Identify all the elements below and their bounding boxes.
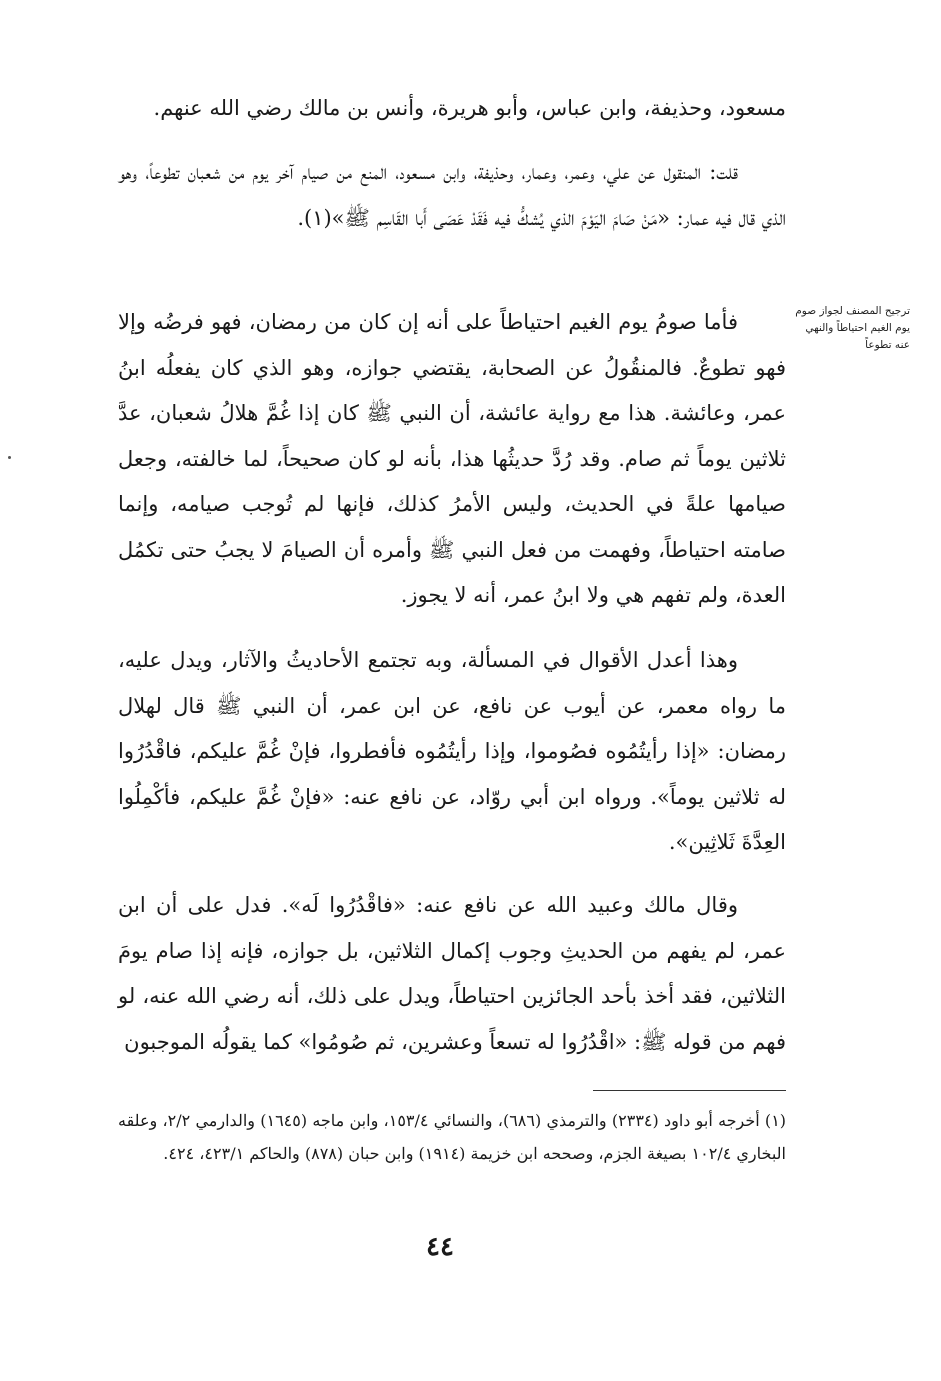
paragraph-text: قلت: المنقول عن علي، وعمر، وعمار، وحذيفة، وابن مسعود، المنع من صيام آخر يوم من شعبان تطوعاً، وهو الذي قال فيه عمار: «مَنْ صَامَ اليَوْمَ الذي يُشكُّ فيه فَقَدْ عَصَى أَبا القَاسِم ﷺ»(١). <box>118 160 786 230</box>
paragraph-text: مسعود، وحذيفة، وابن عباس، وأبو هريرة، وأنس بن مالك رضي الله عنهم. <box>153 96 786 120</box>
body-paragraph-5 <box>118 883 786 1065</box>
paragraph-text: وقال مالك وعبيد الله عن نافع عنه: «فاقْدُرُوا لَه». فدل على أن ابن عمر، لم يفهم من الحديثِ وجوب إكمال الثلاثين، بل جوازه، فإنه إذا صام يومَ الثلاثين، فقد أخذ بأحد الجائزين احتياطاً، ويدل على ذلك، أنه رضي الله عنه، لو فهم من قوله ﷺ: «اقْدُرُوا له تسعاً وعشرين، ثم صُومُوا» كما يقولُه الموجبون <box>118 893 786 1054</box>
page-number: ٤٤ <box>426 1232 454 1262</box>
scan-speck <box>8 456 11 459</box>
paragraph-text: وهذا أعدل الأقوال في المسألة، وبه تجتمع الأحاديثُ والآثار، ويدل عليه، ما رواه معمر، عن أيوب عن نافع، عن ابن عمر، أن النبي ﷺ قال لهلال رمضان: «إذا رأيتُمُوه فصُوموا، وإذا رأيتُمُوه فأفطروا، فإنْ غُمَّ عليكم، فاقْدُرُوا له ثلاثين يوماً». ورواه ابن أبي روّاد، عن نافع عنه: «فإنْ غُمَّ عليكم، فأكْمِلُوا العِدَّةَ ثَلاثِين». <box>118 648 786 854</box>
footnote: (١) أخرجه أبو داود (٢٣٣٤) والترمذي (٦٨٦)، والنسائي ١٥٣/٤، وابن ماجه (١٦٤٥) والدارمي ٢/٢، وعلقه البخاري ١٠٢/٤ بصيغة الجزم، وصححه ابن خزيمة (١٩١٤) وابن حبان (٨٧٨) والحاكم ٤٢٣/١، ٤٢٤. <box>118 1111 787 1163</box>
body-paragraph-4 <box>118 638 786 866</box>
body-paragraph-1 <box>118 86 786 132</box>
body-paragraph-3 <box>118 300 786 619</box>
paragraph-text: فأما صومُ يوم الغيم احتياطاً على أنه إن كان من رمضان، فهو فرضُه وإلا فهو تطوعٌ. فالمنقُولُ عن الصحابة، يقتضي جوازه، وهو الذي كان يفعلُه ابنُ عمر، وعائشة. هذا مع رواية عائشة، أن النبي ﷺ كان إذا غُمَّ هلالُ شعبان، عدَّ ثلاثين يوماً ثم صام. وقد رُدَّ حديثُها هذا، بأنه لو كان صحيحاً، لما خالفته، وجعل صيامها علةً في الحديث، وليس الأمرُ كذلك، فإنها لم تُوجب صيامه، وإنما صامته احتياطاً، وفهمت من فعل النبي ﷺ وأمره أن الصيامَ لا يجبُ حتى تكمُل العدة، ولم تفهم هي ولا ابنُ عمر، أنه لا يجوز. <box>118 310 786 607</box>
body-paragraph-2 <box>118 150 786 241</box>
footnote-divider <box>593 1090 786 1091</box>
margin-note: ترجيح المصنف لجواز صوم يوم الغيم احتياطاً والنهي عنه تطوعاً <box>795 305 910 351</box>
